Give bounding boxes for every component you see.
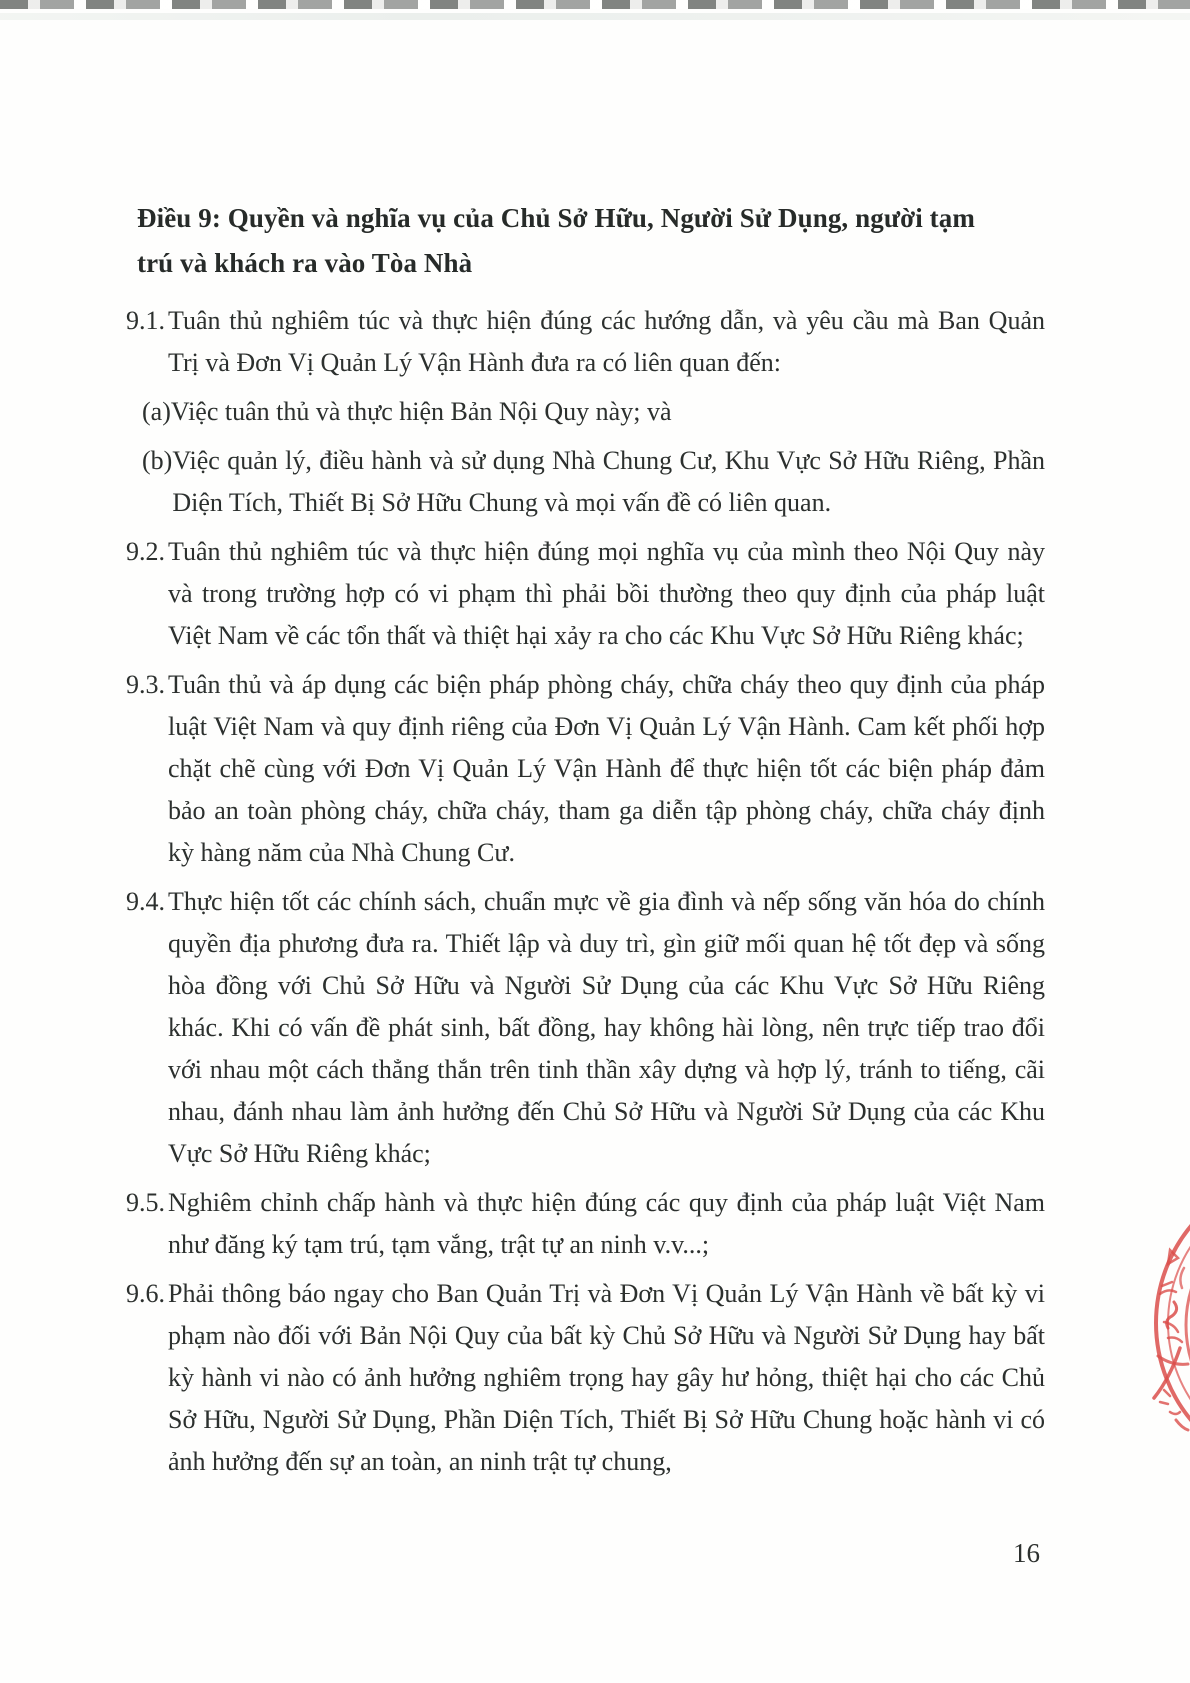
clause-9-1-subitem-a (142, 391, 1045, 433)
clause-number: 9.1. (126, 306, 165, 335)
page-number: 16 (1013, 1538, 1040, 1568)
subitem-label: (a) (142, 397, 171, 426)
clause-text: Tuân thủ nghiêm túc và thực hiện đúng các hướng dẫn, và yêu cầu mà Ban Quản Trị và Đơn Vị Quản Lý Vận Hành đưa ra có liên quan đến: (168, 306, 1045, 377)
clause-text: Tuân thủ và áp dụng các biện pháp phòng cháy, chữa cháy theo quy định của pháp luật Việt Nam và quy định riêng của Đơn Vị Quản Lý Vận Hành. Cam kết phối hợp chặt chẽ cùng với Đơn Vị Quản Lý Vận Hành để thực hiện tốt các biện pháp đảm bảo an toàn phòng cháy, chữa cháy, tham ga diễn tập phòng cháy, chữa cháy định kỳ hàng năm của Nhà Chung Cư. (168, 670, 1045, 867)
clause-number: 9.5. (126, 1188, 165, 1217)
clause-number: 9.2. (126, 537, 165, 566)
clause-text: Nghiêm chỉnh chấp hành và thực hiện đúng các quy định của pháp luật Việt Nam như đăng ký tạm trú, tạm vắng, trật tự an ninh v.v...; (168, 1188, 1045, 1259)
clause-9-1-subitem-b (142, 440, 1045, 524)
clause-9-1 (126, 300, 1045, 384)
scan-artifact-top-edge (0, 0, 1190, 9)
clause-9-6 (126, 1273, 1045, 1483)
clause-text: Thực hiện tốt các chính sách, chuẩn mực về gia đình và nếp sống văn hóa do chính quyền địa phương đưa ra. Thiết lập và duy trì, gìn giữ mối quan hệ tốt đẹp và sống hòa đồng với Chủ Sở Hữu và Người Sử Dụng của các Khu Vực Sở Hữu Riêng khác. Khi có vấn đề phát sinh, bất đồng, hay không hài lòng, nên trực tiếp trao đổi với nhau một cách thẳng thắn trên tinh thần xây dựng và hợp lý, tránh to tiếng, cãi nhau, đánh nhau làm ảnh hưởng đến Chủ Sở Hữu và Người Sử Dụng của các Khu Vực Sở Hữu Riêng khác; (168, 887, 1045, 1168)
subitem-label: (b) (142, 446, 173, 475)
clause-number: 9.4. (126, 887, 165, 916)
clause-number: 9.6. (126, 1279, 165, 1308)
clause-9-4 (126, 881, 1045, 1175)
clause-9-5 (126, 1182, 1045, 1266)
article-heading: Điều 9: Quyền và nghĩa vụ của Chủ Sở Hữu, Người Sử Dụng, người tạm trú và khách ra vào Tòa Nhà (137, 203, 975, 278)
page-content (126, 196, 1045, 1490)
subitem-text: Việc quản lý, điều hành và sử dụng Nhà Chung Cư, Khu Vực Sở Hữu Riêng, Phần Diện Tích, Thiết Bị Sở Hữu Chung và mọi vấn đề có liên quan. (172, 446, 1045, 517)
clause-9-3 (126, 664, 1045, 874)
clause-text: Tuân thủ nghiêm túc và thực hiện đúng mọi nghĩa vụ của mình theo Nội Quy này và trong trường hợp có vi phạm thì phải bồi thường theo quy định của pháp luật Việt Nam về các tổn thất và thiệt hại xảy ra cho các Khu Vực Sở Hữu Riêng khác; (168, 537, 1045, 650)
clause-text: Phải thông báo ngay cho Ban Quản Trị và Đơn Vị Quản Lý Vận Hành về bất kỳ vi phạm nào đối với Bản Nội Quy của bất kỳ Chủ Sở Hữu và Người Sử Dụng hay bất kỳ hành vi nào có ảnh hưởng nghiêm trọng hay gây hư hỏng, thiệt hại cho các Chủ Sở Hữu, Người Sử Dụng, Phần Diện Tích, Thiết Bị Sở Hữu Chung hoặc hành vi có ảnh hưởng đến sự an toàn, an ninh trật tự chung, (168, 1279, 1045, 1476)
subitem-text: Việc tuân thủ và thực hiện Bản Nội Quy này; và (170, 397, 672, 426)
scan-artifact-smear (0, 13, 1190, 20)
clause-number: 9.3. (126, 670, 165, 699)
red-seal-stamp (1140, 1198, 1190, 1448)
clause-9-2 (126, 531, 1045, 657)
